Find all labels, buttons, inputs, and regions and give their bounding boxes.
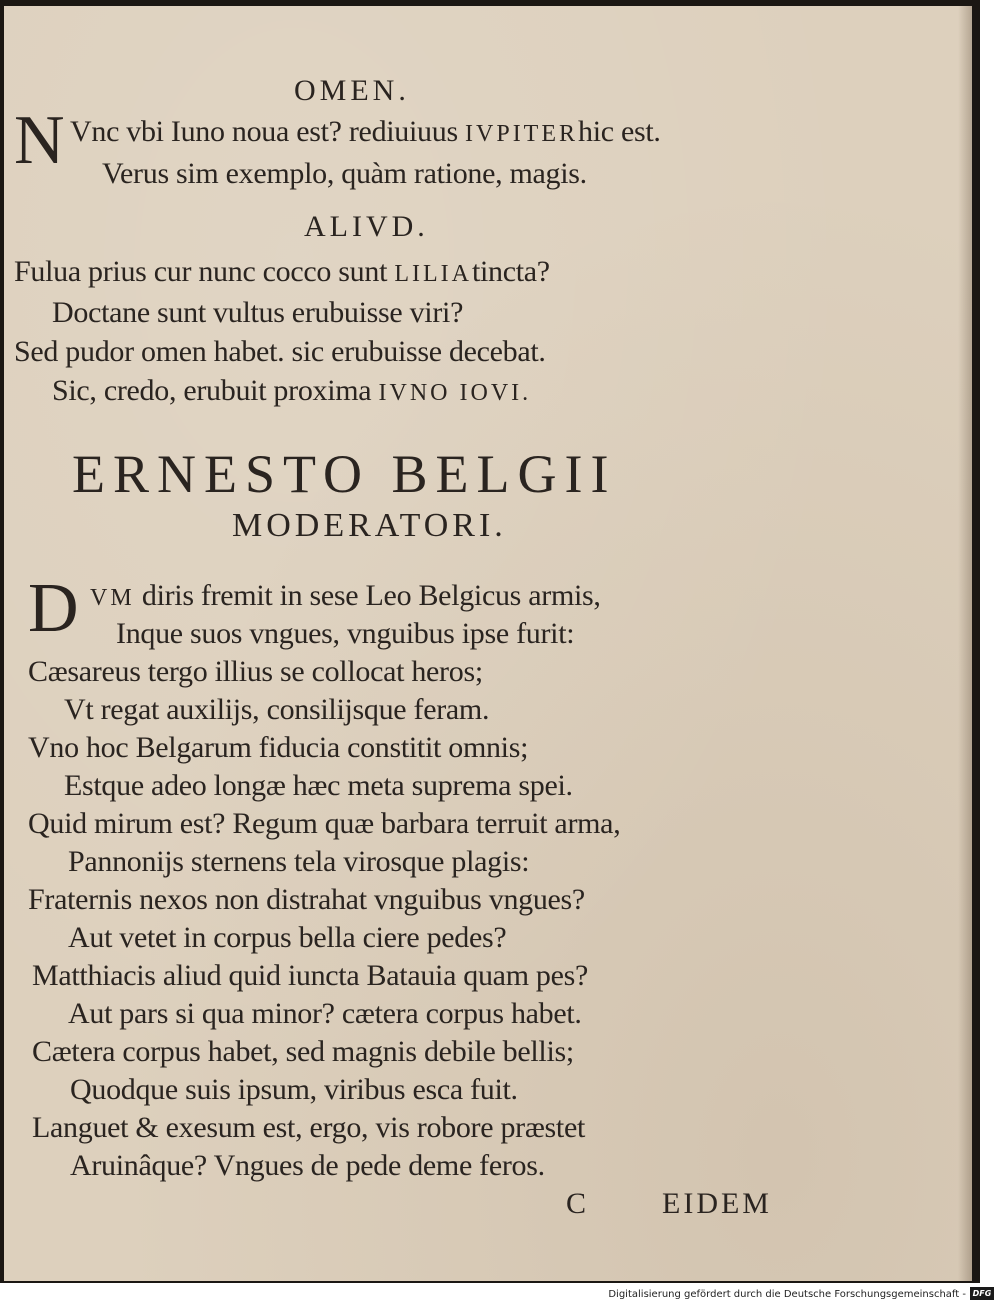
epigram2-line-4 [52,373,531,411]
epigram1-line-1-end: hic est. [578,115,661,148]
epigram2-line-4-start: Sic, credo, erubuit proxima [52,374,379,407]
poem-line-14: Quodque suis ipsum, viribus esca fuit. [70,1073,518,1106]
poem-line-15: Languet & exesum est, ergo, vis robore præstet [32,1111,586,1144]
poem-line-11: Matthiacis aliud quid iuncta Batauia quam pes? [32,959,589,992]
omen-heading: OMEN. [294,74,410,107]
epigram1-line-2: Verus sim exemplo, quàm ratione, magis. [102,157,587,190]
poem-line-5: Vno hoc Belgarum fiducia constitit omnis; [28,731,529,764]
epigram1-line-1-caps: IVPITER [465,121,579,147]
dropcap-d: D [28,570,79,647]
poem-line-13: Cætera corpus habet, sed magnis debile bellis; [32,1035,574,1068]
poem-line-2: Inque suos vngues, vnguibus ipse furit: [116,617,575,650]
poem-line-1-rest: diris fremit in sese Leo Belgicus armis, [134,579,601,612]
footer-bar [0,1283,1000,1307]
poem-line-4: Vt regat auxilijs, consilijsque feram. [64,693,490,726]
poem-line-6: Estque adeo longæ hæc meta suprema spei. [64,769,573,802]
poem-line-10: Aut vetet in corpus bella ciere pedes? [68,921,507,954]
poem-line-8: Pannonijs sternens tela virosque plagis: [68,845,530,878]
poem-line-7: Quid mirum est? Regum quæ barbara terruit arma, [28,807,621,840]
epigram1-line-1-start: Vnc vbi Iuno noua est? rediuiuus [70,115,466,148]
dropcap-n: N [14,102,65,179]
footer-credit: Digitalisierung gefördert durch die Deutsche Forschungsgemeinschaft - [608,1289,966,1300]
dfg-logo-icon: DFG [970,1287,994,1300]
epigram2-line-1-caps: LILIA [394,261,472,287]
book-page [4,6,972,1281]
epigram2-line-1 [14,254,550,292]
epigram1-line-1 [70,114,661,152]
epigram2-line-1-end: tincta? [471,255,550,288]
poem-line-16: Aruinâque? Vngues de pede deme feros. [70,1149,545,1182]
poem-line-1 [90,578,601,616]
page-edge-shadow [958,6,972,1281]
poem-title: ERNESTO BELGII [72,444,617,504]
poem-line-12: Aut pars si qua minor? cætera corpus habet. [68,997,582,1030]
epigram2-line-3: Sed pudor omen habet. sic erubuisse decebat. [14,335,546,368]
catchword: EIDEM [662,1187,772,1220]
poem-line-3: Cæsareus tergo illius se collocat heros; [28,655,483,688]
epigram2-line-1-start: Fulua prius cur nunc cocco sunt [14,255,395,288]
poem-line-1-caps: VM [90,585,135,611]
epigram2-line-4-caps: IVNO IOVI. [378,380,532,406]
epigram2-line-2: Doctane sunt vultus erubuisse viri? [52,296,464,329]
signature-mark: C [566,1187,590,1220]
aliud-heading: ALIVD. [304,210,429,243]
poem-line-9: Fraternis nexos non distrahat vnguibus vngues? [28,883,585,916]
poem-subtitle: MODERATORI. [232,507,507,544]
